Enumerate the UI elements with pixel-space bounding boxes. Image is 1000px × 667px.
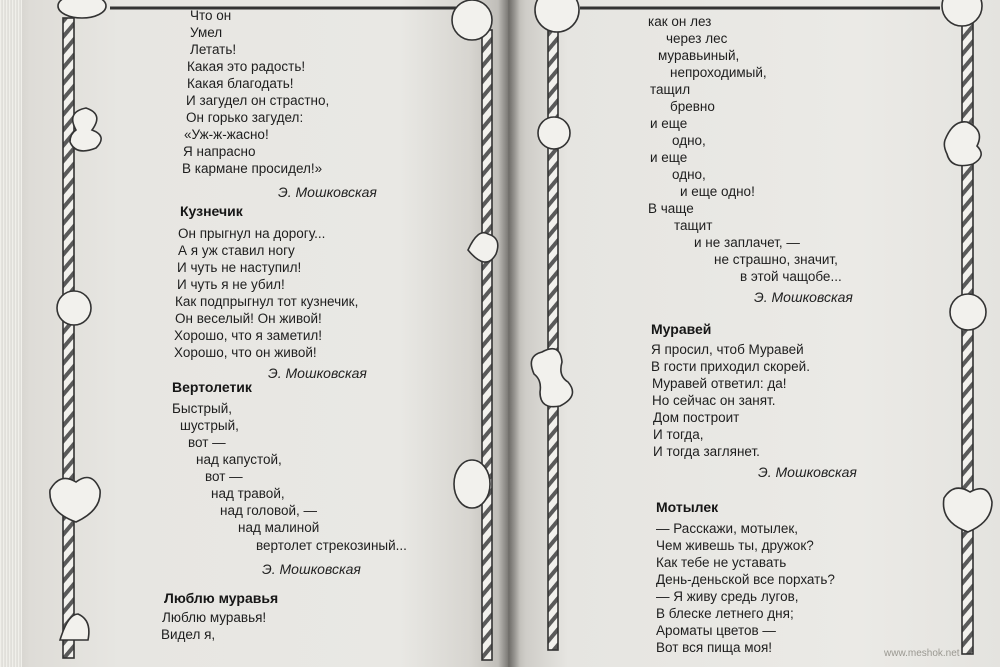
poem-title-lyublyu: Люблю муравья [164, 590, 279, 606]
poem-line: Быстрый, [172, 401, 232, 416]
poem-title-kuznechik: Кузнечик [180, 203, 243, 219]
poem-line: и еще одно! [680, 184, 755, 199]
poem-line: Что он [190, 8, 232, 23]
poem-author: Э. Мошковская [278, 184, 377, 200]
poem-title-vertoletik: Вертолетик [172, 379, 252, 395]
poem-line: Хорошо, что я заметил! [174, 328, 322, 343]
poem-line: Он прыгнул на дорогу... [178, 226, 326, 241]
poem-line: И тогда, [653, 427, 704, 442]
poem-line: вот — [205, 469, 243, 484]
poem-line: тащил [650, 82, 691, 97]
poem-title-motylek: Мотылек [656, 499, 719, 515]
poem-line: Но сейчас он занят. [652, 393, 776, 408]
poem-line: через лес [666, 31, 728, 46]
poem-author: Э. Мошковская [268, 365, 367, 381]
poem-line: в этой чащобе... [740, 269, 842, 284]
poem-author: Э. Мошковская [758, 464, 857, 480]
poem-line: День-деньской все порхать? [656, 572, 835, 587]
poem-line: одно, [672, 133, 706, 148]
poem-line: Муравей ответил: да! [652, 376, 787, 391]
poem-line: муравьиный, [658, 48, 740, 63]
poem-author: Э. Мошковская [754, 289, 853, 305]
poem-line: И чуть не наступил! [177, 260, 302, 275]
poem-line: И загудел он страстно, [186, 93, 330, 108]
poem-line: Летать! [190, 42, 237, 57]
poem-author: Э. Мошковская [262, 561, 361, 577]
poem-line: шустрый, [180, 418, 239, 433]
poem-line: вертолет стрекозиный... [256, 538, 407, 553]
poem-line: Он горько загудел: [186, 110, 304, 125]
poem-line: «Уж-ж-жасно! [184, 127, 269, 142]
poem-line: — Я живу средь лугов, [656, 589, 799, 604]
poem-line: Я просил, чтоб Муравей [651, 342, 804, 357]
poem-line: Я напрасно [183, 144, 256, 159]
poem-line: бревно [670, 99, 715, 114]
poem-line: В кармане просидел!» [182, 161, 323, 176]
poem-line: и не заплачет, — [694, 235, 800, 250]
poem-line: над капустой, [196, 452, 282, 467]
poem-line: — Расскажи, мотылек, [656, 521, 799, 536]
poem-line: над головой, — [220, 503, 318, 518]
poem-line: Чем живешь ты, дружок? [656, 538, 814, 553]
poem-line: тащит [674, 218, 713, 233]
watermark: www.meshok.net [884, 648, 960, 659]
poem-line: Как тебе не уставать [656, 555, 787, 570]
poem-line: В блеске летнего дня; [656, 606, 794, 621]
poem-line: В гости приходил скорей. [651, 359, 810, 374]
poem-line: Ароматы цветов — [656, 623, 776, 638]
poem-line: как он лез [648, 14, 712, 29]
poem-line: не страшно, значит, [714, 252, 838, 267]
poem-line: Хорошо, что он живой! [174, 345, 317, 360]
poem-line: и еще [650, 150, 688, 165]
poem-line: Он веселый! Он живой! [175, 311, 322, 326]
poem-line: и еще [650, 116, 688, 131]
poem-line: непроходимый, [670, 65, 767, 80]
poem-line: Вот вся пища моя! [656, 640, 773, 655]
poem-line: Дом построит [653, 410, 740, 425]
poem-line: И тогда заглянет. [653, 444, 760, 459]
poem-line: Какая благодать! [187, 76, 294, 91]
poem-line: одно, [672, 167, 706, 182]
poem-line: Видел я, [161, 627, 216, 642]
poem-line: В чаще [648, 201, 694, 216]
poem-line: вот — [188, 435, 226, 450]
poem-line: Люблю муравья! [162, 610, 267, 625]
poem-line: Какая это радость! [187, 59, 306, 74]
poem-line: А я уж ставил ногу [178, 243, 295, 258]
poem-line: И чуть я не убил! [177, 277, 285, 292]
poem-line: над травой, [211, 486, 285, 501]
poem-line: Как подпрыгнул тот кузнечик, [175, 294, 359, 309]
poem-line: Умел [190, 25, 223, 40]
poem-title-muravey: Муравей [651, 321, 712, 337]
poem-line: над малиной [238, 520, 320, 535]
